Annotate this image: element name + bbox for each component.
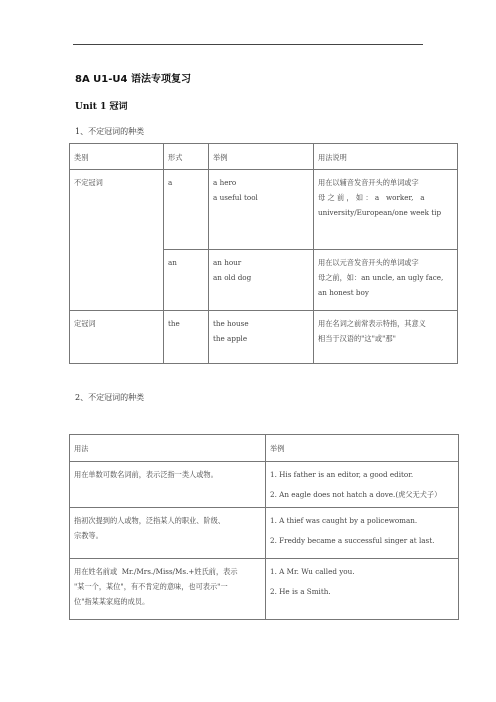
examples-a — [209, 170, 314, 250]
example: 1. A thief was caught by a policewoman. — [270, 516, 418, 525]
examples-the — [209, 311, 314, 364]
usage-line: 用在以辅音发音开头的单词或字 — [318, 178, 419, 187]
usage-the — [314, 311, 458, 364]
form-the: the — [164, 311, 209, 364]
usage-line: 母之前，如：an uncle, an ugly face, — [318, 273, 444, 282]
usage-line: 用在以元音发音开头的单词或字 — [318, 258, 419, 267]
section-heading-1: 1、不定冠词的种类 — [75, 127, 145, 136]
header-rule — [73, 44, 423, 45]
examples-an — [209, 250, 314, 311]
table-row — [70, 311, 458, 364]
example: 1. A Mr. Wu called you. — [270, 567, 355, 576]
usage-line: 用在名词之前常表示特指，其意义 — [318, 319, 426, 328]
unit-heading: Unit 1 冠词 — [75, 102, 128, 112]
usage-a — [314, 170, 458, 250]
header-usage: 用法说明 — [314, 144, 458, 170]
examples-cell — [266, 559, 459, 620]
usage-line: 母 之 前 ， 如 ： a worker, a — [318, 193, 425, 202]
example: the house — [213, 319, 249, 328]
header-examples: 举例 — [266, 435, 459, 462]
example: 2. Freddy became a successful singer at last. — [270, 536, 435, 545]
usage-line: "某一个，某位"，有不肯定的意味，也可表示"一 — [74, 582, 228, 591]
indefinite-article-label: 不定冠词 — [70, 170, 164, 311]
example: a useful tool — [213, 193, 258, 202]
examples-cell — [266, 508, 459, 559]
definite-article-label: 定冠词 — [70, 311, 164, 364]
example: an hour — [213, 258, 242, 267]
example: the apple — [213, 334, 248, 343]
document-title: 8A U1-U4 语法专项复习 — [75, 74, 191, 85]
indefinite-article-usage-table — [69, 434, 459, 620]
header-form: 形式 — [164, 144, 209, 170]
table-row — [70, 170, 458, 250]
example: a hero — [213, 178, 237, 187]
usage-line: an honest boy — [318, 288, 369, 297]
header-category: 类别 — [70, 144, 164, 170]
table-header-row — [70, 435, 459, 462]
table-header-row — [70, 144, 458, 170]
table-row — [70, 559, 459, 620]
form-an: an — [164, 250, 209, 311]
usage-line: 宗教等。 — [74, 531, 103, 540]
usage-line: 相当于汉语的"这"或"那" — [318, 334, 396, 343]
usage-line: 用在姓名前或 Mr./Mrs./Miss/Ms.+姓氏前，表示 — [74, 567, 238, 576]
section-heading-2: 2、不定冠词的种类 — [75, 393, 145, 402]
usage-line: 用在单数可数名词前，表示泛指一类人或物。 — [74, 470, 218, 479]
example: 1. His father is an editor, a good editor. — [270, 470, 414, 479]
usage-line: 位"指某某家庭的成员。 — [74, 597, 150, 606]
article-types-table — [69, 143, 458, 364]
usage-cell — [70, 462, 266, 508]
usage-line: university/European/one week tip — [318, 208, 442, 217]
header-usage: 用法 — [70, 435, 266, 462]
usage-cell — [70, 508, 266, 559]
form-a: a — [164, 170, 209, 250]
usage-line: 指初次提到的人或物，泛指某人的职业、阶级、 — [74, 516, 225, 525]
usage-an — [314, 250, 458, 311]
example: 2. An eagle does not hatch a dove.(虎父无犬子） — [270, 490, 442, 499]
table-row — [70, 462, 459, 508]
examples-cell — [266, 462, 459, 508]
header-example: 举例 — [209, 144, 314, 170]
example: an old dog — [213, 273, 252, 282]
table-row — [70, 508, 459, 559]
usage-cell — [70, 559, 266, 620]
example: 2. He is a Smith. — [270, 587, 331, 596]
